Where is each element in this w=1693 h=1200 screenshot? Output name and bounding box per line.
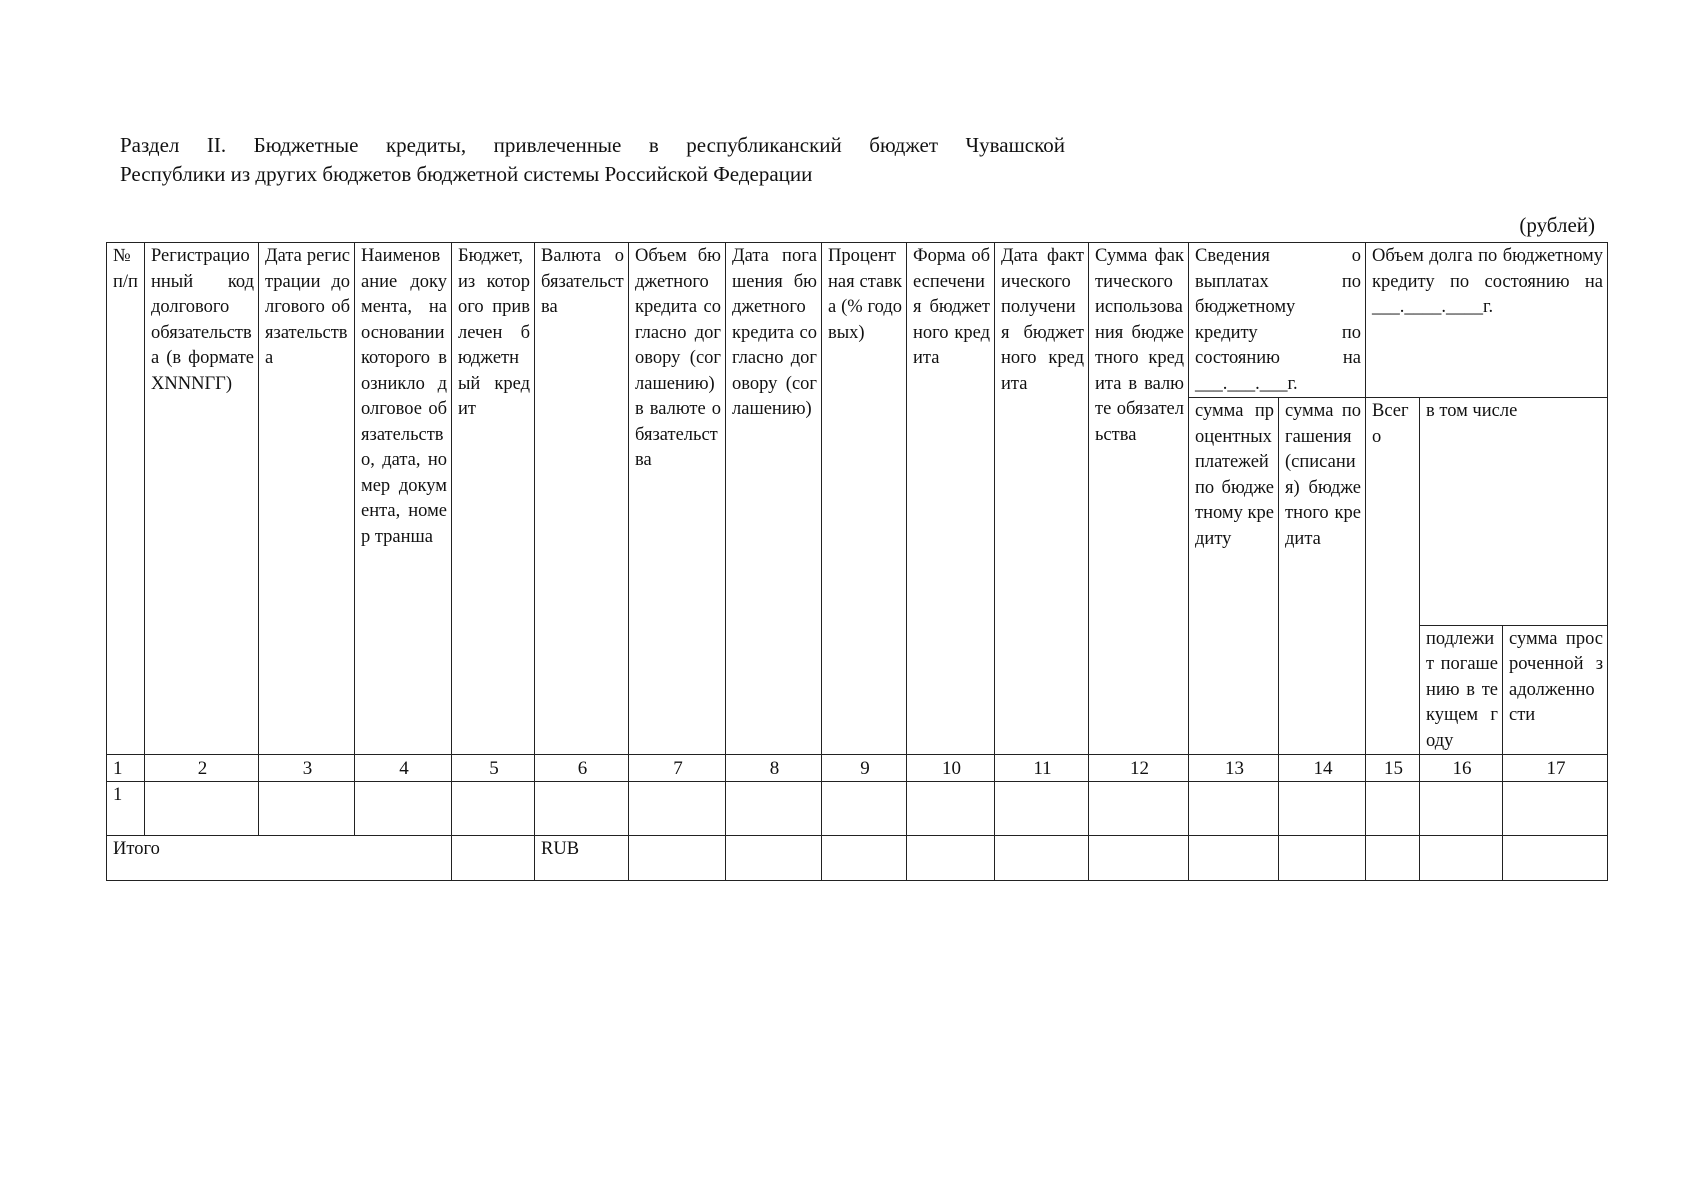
table-cell (1503, 836, 1608, 881)
header-cell-c3: Дата регистрации долгового обязательства (259, 243, 355, 755)
total-row (107, 836, 1608, 881)
column-number-15: 15 (1366, 755, 1420, 782)
header-cell-including-group: в том числе (1420, 398, 1608, 626)
column-number-12: 12 (1089, 755, 1189, 782)
header-cell-c14: сумма погашения (списания) бюджетного кредита (1279, 398, 1366, 755)
header-cell-c12: Сумма фактического использования бюджетного кредита в валюте обязательства (1089, 243, 1189, 755)
column-number-11: 11 (995, 755, 1089, 782)
header-cell-c10: Форма обеспечения бюджетного кредита (907, 243, 995, 755)
column-number-1: 1 (107, 755, 145, 782)
column-number-row (107, 755, 1608, 782)
column-number-2: 2 (145, 755, 259, 782)
table-cell (629, 836, 726, 881)
table-cell (1503, 782, 1608, 836)
header-cell-c7: Объем бюджетного кредита согласно договору (соглашению) в валюте обязательства (629, 243, 726, 755)
header-cell-c15: Всего (1366, 398, 1420, 755)
header-cell-c1: № п/п (107, 243, 145, 755)
table-cell (1189, 836, 1279, 881)
header-cell-c4: Наименование документа, на основании которого возникло долговое обязательство, дата, номер документа, номер транша (355, 243, 452, 755)
table-cell (452, 836, 535, 881)
table-cell (995, 782, 1089, 836)
column-number-4: 4 (355, 755, 452, 782)
table-cell (1279, 782, 1366, 836)
row-index: 1 (107, 782, 145, 836)
table-row (107, 782, 1608, 836)
table-cell (1089, 836, 1189, 881)
units-label: (рублей) (1519, 213, 1595, 237)
header-cell-c5: Бюджет, из которого привлечен бюджетный кредит (452, 243, 535, 755)
table-cell (1089, 782, 1189, 836)
column-number-8: 8 (726, 755, 822, 782)
header-cell-c2: Регистрационный код долгового обязательства (в формате XNNNГГ) (145, 243, 259, 755)
header-cell-c13: сумма процентных платежей по бюджетному кредиту (1189, 398, 1279, 755)
column-number-14: 14 (1279, 755, 1366, 782)
header-cell-c8: Дата погашения бюджетного кредита согласно договору (соглашению) (726, 243, 822, 755)
header-cell-c17: сумма просроченной задолженности (1503, 625, 1608, 755)
table-cell (1420, 782, 1503, 836)
table-cell (535, 782, 629, 836)
table-cell (726, 836, 822, 881)
total-label: Итого (107, 836, 452, 881)
header-cell-payments-group: Сведения о выплатах по бюджетному кредиту по состоянию на ___.___.___г. (1189, 243, 1366, 398)
column-number-6: 6 (535, 755, 629, 782)
column-number-10: 10 (907, 755, 995, 782)
section-title-line-1: Раздел II. Бюджетные кредиты, привлеченные в республиканский бюджет Чувашской (120, 133, 1065, 157)
column-number-9: 9 (822, 755, 907, 782)
column-number-13: 13 (1189, 755, 1279, 782)
table-cell (822, 836, 907, 881)
table-cell (726, 782, 822, 836)
header-cell-c9: Процентная ставка (% годовых) (822, 243, 907, 755)
table-cell (822, 782, 907, 836)
table-cell (1420, 836, 1503, 881)
table-cell (629, 782, 726, 836)
section-title (120, 131, 1065, 189)
column-number-17: 17 (1503, 755, 1608, 782)
table-cell (907, 782, 995, 836)
table-cell (995, 836, 1089, 881)
table-cell (145, 782, 259, 836)
table-cell (452, 782, 535, 836)
header-cell-c6: Валюта обязательства (535, 243, 629, 755)
table-cell (1189, 782, 1279, 836)
table-cell (1279, 836, 1366, 881)
column-number-5: 5 (452, 755, 535, 782)
column-number-7: 7 (629, 755, 726, 782)
table-cell (1366, 836, 1420, 881)
budget-credits-table (106, 242, 1608, 881)
table-cell (355, 782, 452, 836)
total-currency: RUB (535, 836, 629, 881)
table-cell (1366, 782, 1420, 836)
table-cell (907, 836, 995, 881)
column-number-3: 3 (259, 755, 355, 782)
column-number-16: 16 (1420, 755, 1503, 782)
header-cell-c11: Дата фактического получения бюджетного кредита (995, 243, 1089, 755)
header-cell-c16: подлежит погашению в текущем году (1420, 625, 1503, 755)
header-cell-debt-group: Объем долга по бюджетному кредиту по состоянию на ___.____.____г. (1366, 243, 1608, 398)
section-title-line-2: Республики из других бюджетов бюджетной системы Российской Федерации (120, 162, 813, 186)
header-row-1 (107, 243, 1608, 398)
table-cell (259, 782, 355, 836)
